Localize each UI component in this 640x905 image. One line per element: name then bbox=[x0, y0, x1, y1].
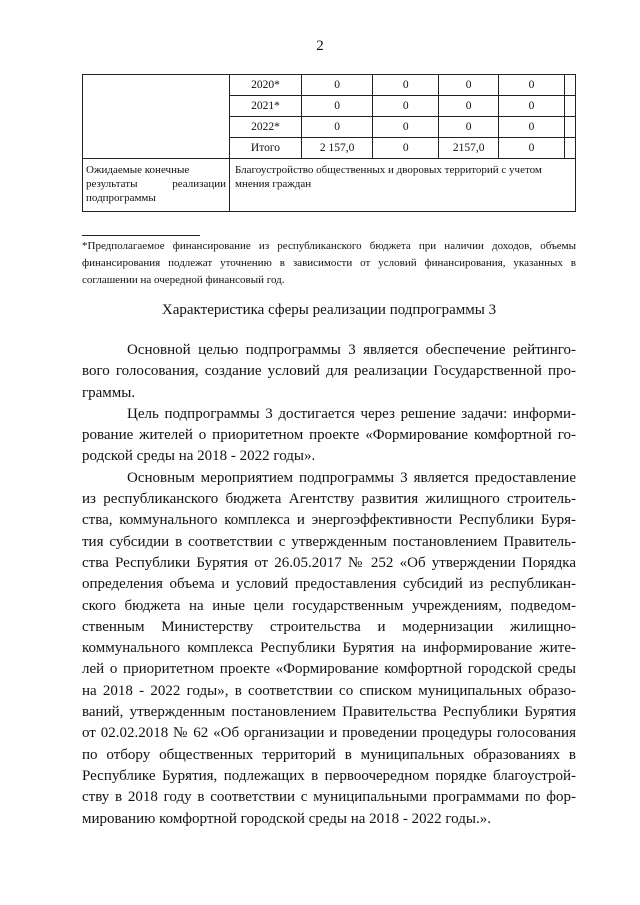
table-row-total: Итого 2 157,0 0 2157,0 0 bbox=[230, 138, 575, 159]
expected-results-row bbox=[83, 159, 576, 212]
footnote-rule bbox=[82, 235, 200, 236]
footnote: *Предполагаемое финансирование из республиканского бюджета при наличии доходов, объемы финансирования подлежат уточнению в зависимости от условий финансирования, указанных в соглашении на очередной финансовый год. bbox=[82, 240, 576, 286]
page-number: 2 bbox=[316, 38, 324, 54]
paragraph-1: Основной целью подпрограммы 3 является обеспечение рейтинго- вого голосования, создание условий для реализации Государственной про- граммы. bbox=[82, 342, 576, 401]
financing-years-table bbox=[230, 75, 575, 158]
body-text bbox=[82, 340, 576, 830]
section-heading: Характеристика сферы реализации подпрограммы 3 bbox=[161, 302, 497, 318]
label-word: реализации bbox=[172, 178, 226, 190]
financing-table bbox=[82, 74, 576, 212]
table-row: 2020* 0 0 0 0 bbox=[230, 75, 575, 96]
paragraph-2: Цель подпрограммы 3 достигается через решение задачи: информи- рование жителей о приоритетном проекте «Формирование комфортной го- родской среды на 2018 - 2022 годы». bbox=[82, 405, 576, 465]
table-row: 2022* 0 0 0 0 bbox=[230, 117, 575, 138]
expected-results-label: Ожидаемые конечные результаты реализации подпрограммы bbox=[83, 159, 230, 212]
label-word: результаты bbox=[86, 178, 138, 190]
table-row: 2021* 0 0 0 0 bbox=[230, 96, 575, 117]
table-empty-cell bbox=[83, 75, 230, 159]
expected-results-text: Благоустройство общественных и дворовых территорий с учетом мнения граждан bbox=[230, 159, 576, 212]
paragraph-3: Основным мероприятием подпрограммы 3 является предоставление из республиканского бюджета Агентству развития жилищного строитель- ства, коммунального комплекса и энергоэффективности Республики Буря- тия субсидии в соответствии с утвержденным постановлением Правитель- ства Республики Бурятия от 26.05.2017 № 252 «Об утверждении Порядка определения объема и условий предоставления субсидий из республикан- ского бюджета на иные цели государственным учреждениям, подведом- ственным Министерству строительства и модернизации жилищно- коммунального комплекса Республики Бурятия на информирование жите- лей о приоритетном проекте «Формирование комфортной городской среды на 2018 - 2022 годы», в соответствии со списком муниципальных образо- ваний, утвержденным постановлением Правительства Республики Бурятия от 02.02.2018 № 62 «Об организации и проведении процедуры голосования по отбору общественных территорий в муниципальных образованиях в Республике Бурятия, подлежащих в первоочередном порядке благоустрой- ству в 2018 году в соответствии с муниципальными программами по фор- мированию комфортной городской среды на 2018 - 2022 годы.». bbox=[82, 469, 576, 827]
